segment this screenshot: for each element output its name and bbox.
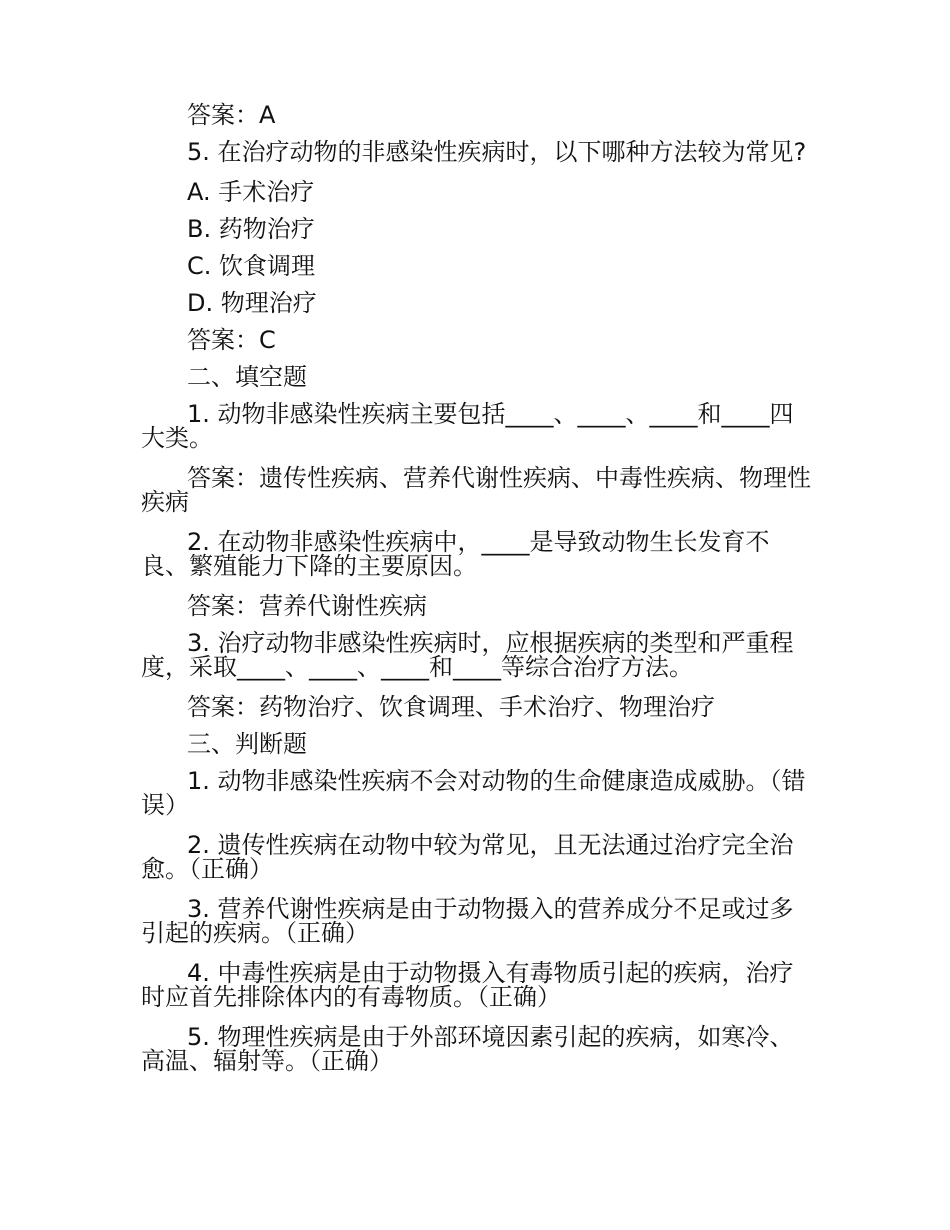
answer-line: 答案：C — [187, 326, 276, 354]
judgement-line: 2. 遗传性疾病在动物中较为常见，且无法通过治疗完全治愈。（正确） — [141, 831, 794, 883]
document-body — [141, 103, 813, 1089]
judgement-line: 3. 营养代谢性疾病是由于动物摄入的营养成分不足或过多引起的疾病。（正确） — [141, 895, 794, 947]
answer-line: 答案：营养代谢性疾病 — [187, 592, 427, 620]
question-line: 5. 在治疗动物的非感染性疾病时，以下哪种方法较为常见? — [187, 138, 807, 166]
question-line: 3. 治疗动物非感染性疾病时，应根据疾病的类型和严重程度，采取____、____、____和____等综合治疗方法。 — [141, 629, 794, 681]
question-line: 1. 动物非感染性疾病主要包括____、____、____和____四大类。 — [141, 400, 794, 452]
option-line: D. 物理治疗 — [187, 289, 317, 317]
answer-line: 答案：A — [187, 101, 276, 129]
option-line: C. 饮食调理 — [187, 252, 316, 280]
question-line: 2. 在动物非感染性疾病中，____是导致动物生长发育不良、繁殖能力下降的主要原因。 — [141, 528, 770, 580]
section-heading: 二、填空题 — [187, 363, 307, 391]
judgement-line: 5. 物理性疾病是由于外部环境因素引起的疾病，如寒冷、高温、辐射等。（正确） — [141, 1023, 794, 1075]
option-line: B. 药物治疗 — [187, 215, 315, 243]
option-line: A. 手术治疗 — [187, 178, 315, 206]
section-heading: 三、判断题 — [187, 730, 307, 758]
answer-line: 答案：遗传性疾病、营养代谢性疾病、中毒性疾病、物理性疾病 — [141, 464, 811, 516]
judgement-line: 1. 动物非感染性疾病不会对动物的生命健康造成威胁。（错误） — [141, 767, 806, 819]
judgement-line: 4. 中毒性疾病是由于动物摄入有毒物质引起的疾病，治疗时应首先排除体内的有毒物质。（正确） — [141, 959, 794, 1011]
answer-line: 答案：药物治疗、饮食调理、手术治疗、物理治疗 — [187, 693, 715, 721]
